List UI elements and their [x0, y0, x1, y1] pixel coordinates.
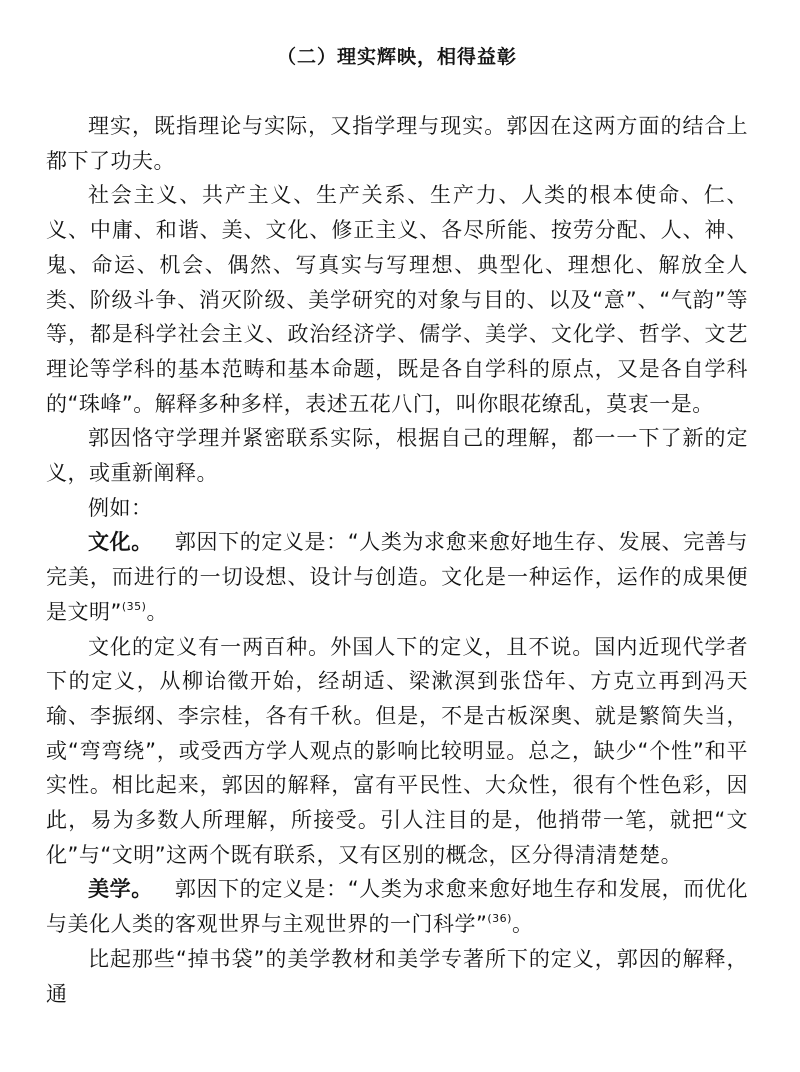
term-culture: 文化。 [88, 530, 153, 555]
paragraph-8: 比起那些“掉书袋”的美学教材和美学专著所下的定义，郭因的解释，通 [46, 946, 748, 1006]
paragraph-3: 郭因恪守学理并紧密联系实际，根据自己的理解，都一一下了新的定义，或重新阐释。 [46, 426, 748, 486]
paragraph-7-end: 。 [511, 912, 534, 937]
paragraph-2: 社会主义、共产主义、生产关系、生产力、人类的根本使命、仁、义、中庸、和谐、美、文化、修正主义、各尽所能、按劳分配、人、神、鬼、命运、机会、偶然、写真实与写理想、典型化、理想化、解放全人类、阶级斗争、消灭阶级、美学研究的对象与目的、以及“意”、“气韵”等等，都是科学社会主义、政治经济学、儒学、美学、文化学、哲学、文艺理论等学科的基本范畴和基本命题，既是各自学科的原点，又是各自学科的“珠峰”。解释多种多样，表述五花八门，叫你眼花缭乱，莫衷一是。 [46, 183, 748, 416]
definition-culture: 郭因下的定义是：“人类为求愈来愈好地生存、发展、完善与完美，而进行的一切设想、设计与创造。文化是一种运作，运作的成果便是文明” [46, 530, 748, 624]
paragraph-6: 文化的定义有一两百种。外国人下的定义，且不说。国内近现代学者下的定义，从柳诒徵开始，经胡适、梁漱溟到张岱年、方克立再到冯天瑜、李振纲、李宗桂，各有千秋。但是，不是古板深奥、就是繁简失当，或“弯弯绕”，或受西方学人观点的影响比较明显。总之，缺少“个性”和平实性。相比起来，郭因的解释，富有平民性、大众性，很有个性色彩，因此，易为多数人所理解，所接受。引人注目的是，他捎带一笔，就把“文化”与“文明”这两个既有联系，又有区别的概念，区分得清清楚楚。 [46, 634, 748, 867]
paragraph-5 [46, 525, 748, 629]
paragraph-1: 理实，既指理论与实际，又指学理与现实。郭因在这两方面的结合上都下了功夫。 [46, 114, 748, 173]
footnote-ref-36: (36) [487, 912, 512, 926]
footnote-ref-35: (35) [121, 599, 147, 613]
definition-aesthetics: 郭因下的定义是：“人类为求愈来愈好地生存和发展，而优化与美化人类的客观世界与主观世界的一门科学” [46, 877, 748, 937]
section-title: （二）理实辉映，相得益彰 [276, 46, 517, 68]
paragraph-7 [46, 872, 748, 941]
term-aesthetics: 美学。 [88, 877, 153, 902]
paragraph-5-end: 。 [146, 599, 168, 624]
paragraph-4: 例如： [88, 495, 153, 520]
